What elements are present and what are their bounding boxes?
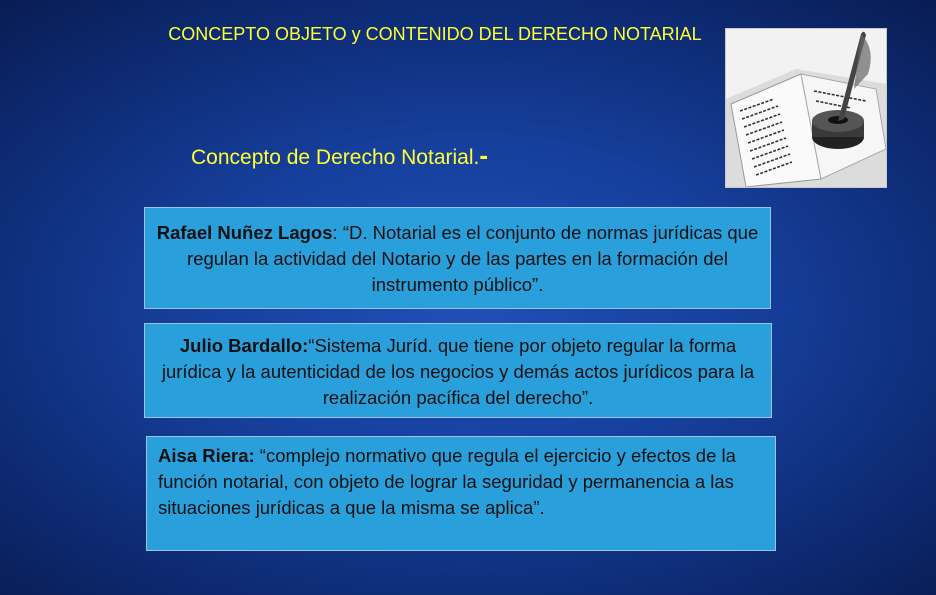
- definition-box-nunez-lagos: [144, 207, 771, 309]
- definition-text: “Sistema Juríd. que tiene por objeto regular la forma jurídica y la autenticidad de los negocios y demás actos jurídicos para la realización pacífica del derecho”.: [161, 335, 755, 408]
- definition-text: “D. Notarial es el conjunto de normas jurídicas que regulan la actividad del Notario y de las partes en la formación del instrumento público”.: [187, 222, 759, 295]
- book-quill-illustration: [726, 29, 886, 187]
- section-heading-dash: -: [479, 140, 489, 170]
- definition-text: “complejo normativo que regula el ejercicio y efectos de la función notarial, con objeto de lograr la seguridad y permanencia a las situaciones jurídicas a que la misma se aplica”.: [158, 445, 736, 518]
- definition-author: Julio Bardallo:: [179, 335, 309, 356]
- quill-inkwell-image: [725, 28, 887, 188]
- definition-author: Rafael Nuñez Lagos: [156, 222, 333, 243]
- section-heading: [191, 140, 488, 171]
- definition-box-aisa-riera: [146, 436, 776, 551]
- definition-author: Aisa Riera:: [158, 445, 255, 466]
- section-heading-text: Concepto de Derecho Notarial.: [191, 146, 480, 169]
- definition-box-bardallo: [144, 323, 772, 418]
- definition-separator: :: [332, 222, 343, 243]
- slide-title: CONCEPTO OBJETO y CONTENIDO DEL DERECHO NOTARIAL: [168, 24, 702, 44]
